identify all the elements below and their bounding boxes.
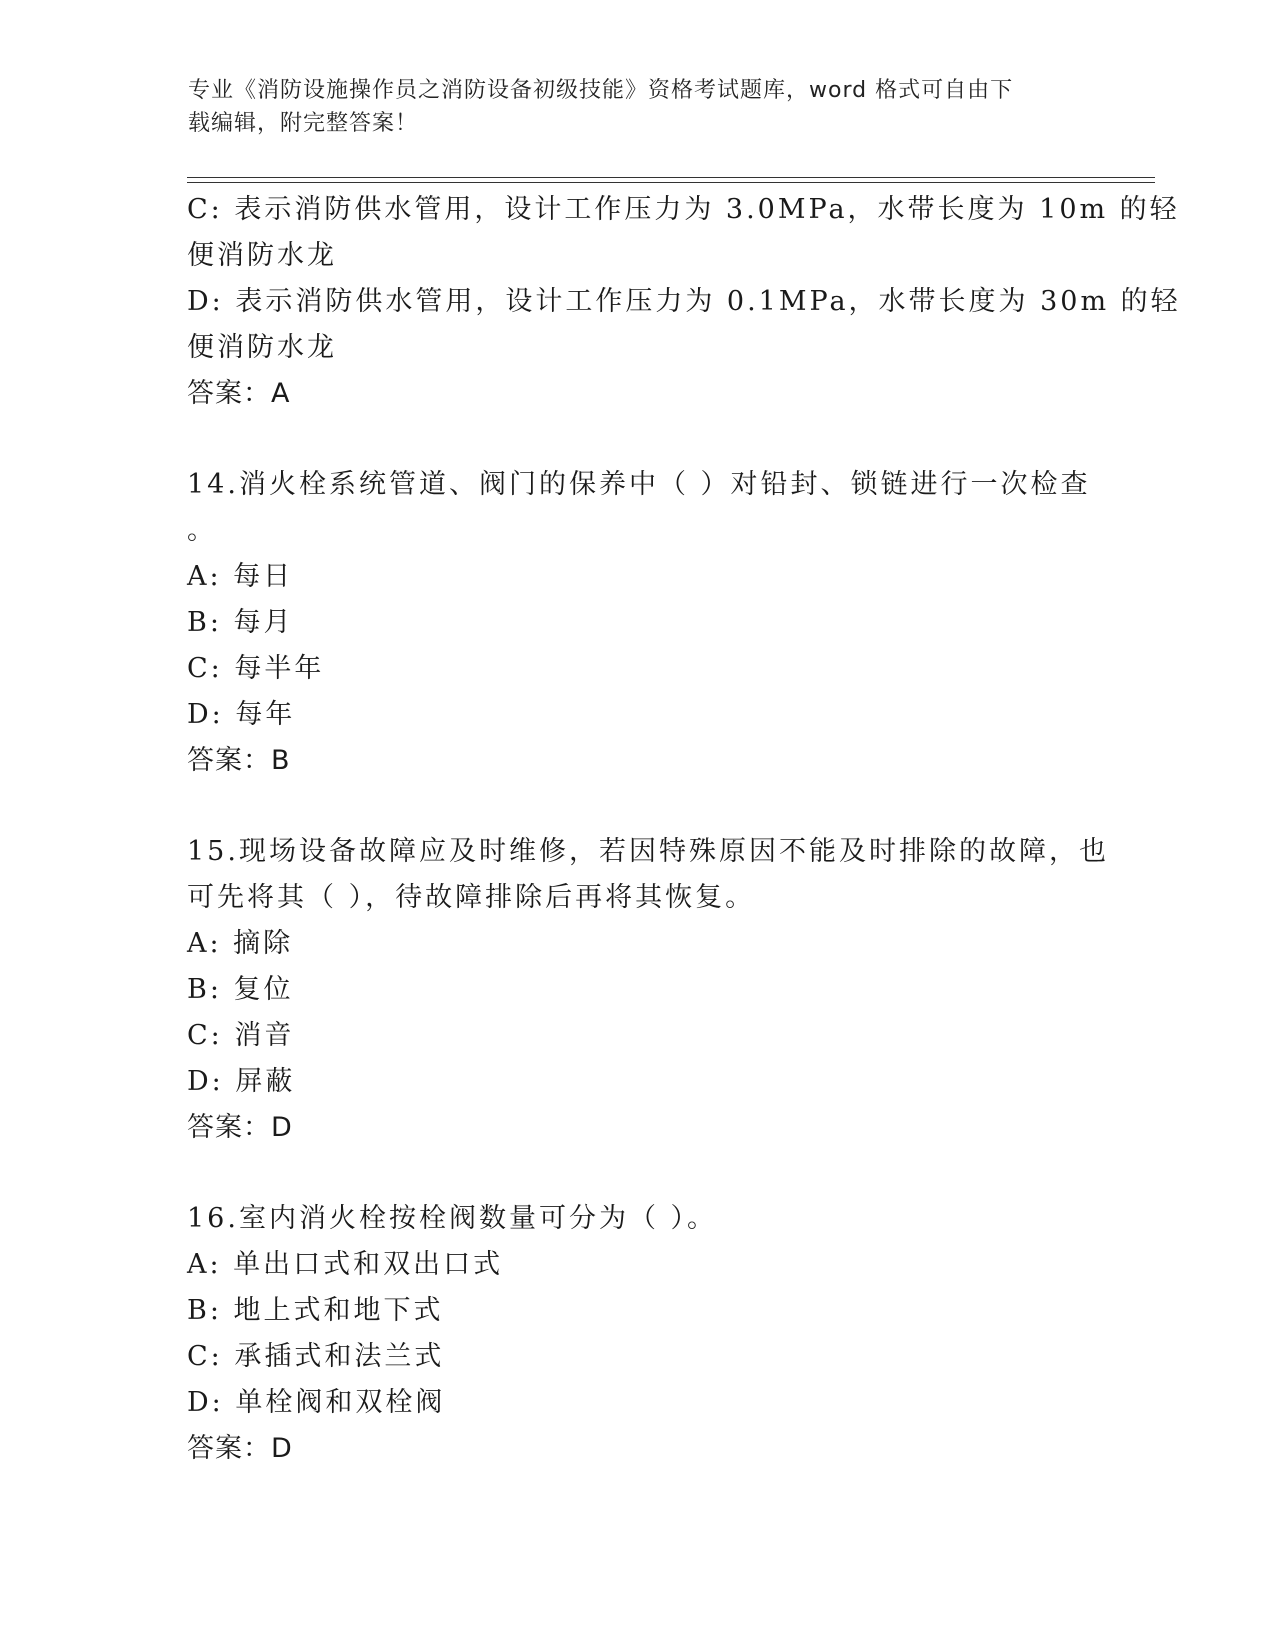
answer-label: 答案：D (187, 1112, 293, 1143)
answer-label: 答案：A (187, 378, 291, 409)
spacer (187, 784, 1087, 829)
answer-label: 答案：B (187, 745, 291, 776)
option-a: A: 每日 (187, 561, 294, 592)
question-stem-line-1: 15.现场设备故障应及时维修，若因特殊原因不能及时排除的故障，也 (187, 836, 1109, 867)
option-c: C: 每半年 (187, 653, 325, 684)
option-b: B: 复位 (187, 974, 294, 1005)
option-b: B: 地上式和地下式 (187, 1295, 444, 1326)
header-divider-bottom (187, 182, 1155, 183)
document-header (188, 74, 1068, 140)
answer-label: 答案：D (187, 1433, 293, 1464)
question-13-tail (187, 187, 1181, 417)
option-c: C: 消音 (187, 1020, 295, 1051)
spacer (187, 1151, 1087, 1196)
question-list (187, 187, 1181, 1472)
question-stem-line-2: 。 (187, 515, 217, 546)
option-d: D: 屏蔽 (187, 1066, 296, 1097)
option-d-line-2: 便消防水龙 (187, 332, 337, 363)
question-16 (187, 1196, 1087, 1472)
option-a: A: 摘除 (187, 928, 294, 959)
option-d: D: 单栓阀和双栓阀 (187, 1387, 446, 1418)
option-d-line-1: D: 表示消防供水管用，设计工作压力为 0.1MPa，水带长度为 30m 的轻 (187, 286, 1181, 317)
option-c-line-2: 便消防水龙 (187, 240, 337, 271)
option-b: B: 每月 (187, 607, 294, 638)
header-line-1: 专业《消防设施操作员之消防设备初级技能》资格考试题库，word 格式可自由下 (188, 78, 1014, 103)
option-d: D: 每年 (187, 699, 296, 730)
question-15 (187, 829, 1109, 1151)
option-c: C: 承插式和法兰式 (187, 1341, 445, 1372)
question-stem-line-2: 可先将其（ ），待故障排除后再将其恢复。 (187, 882, 756, 913)
question-stem-line-1: 14.消火栓系统管道、阀门的保养中（ ）对铅封、锁链进行一次检查 (187, 469, 1091, 500)
header-line-2: 载编辑，附完整答案！ (188, 111, 419, 136)
option-c-line-1: C: 表示消防供水管用，设计工作压力为 3.0MPa，水带长度为 10m 的轻 (187, 194, 1180, 225)
header-divider-top (187, 177, 1155, 178)
option-a: A: 单出口式和双出口式 (187, 1249, 504, 1280)
question-14 (187, 462, 1091, 784)
spacer (187, 417, 1087, 462)
question-stem-line-1: 16.室内消火栓按栓阀数量可分为（ ）。 (187, 1203, 718, 1234)
